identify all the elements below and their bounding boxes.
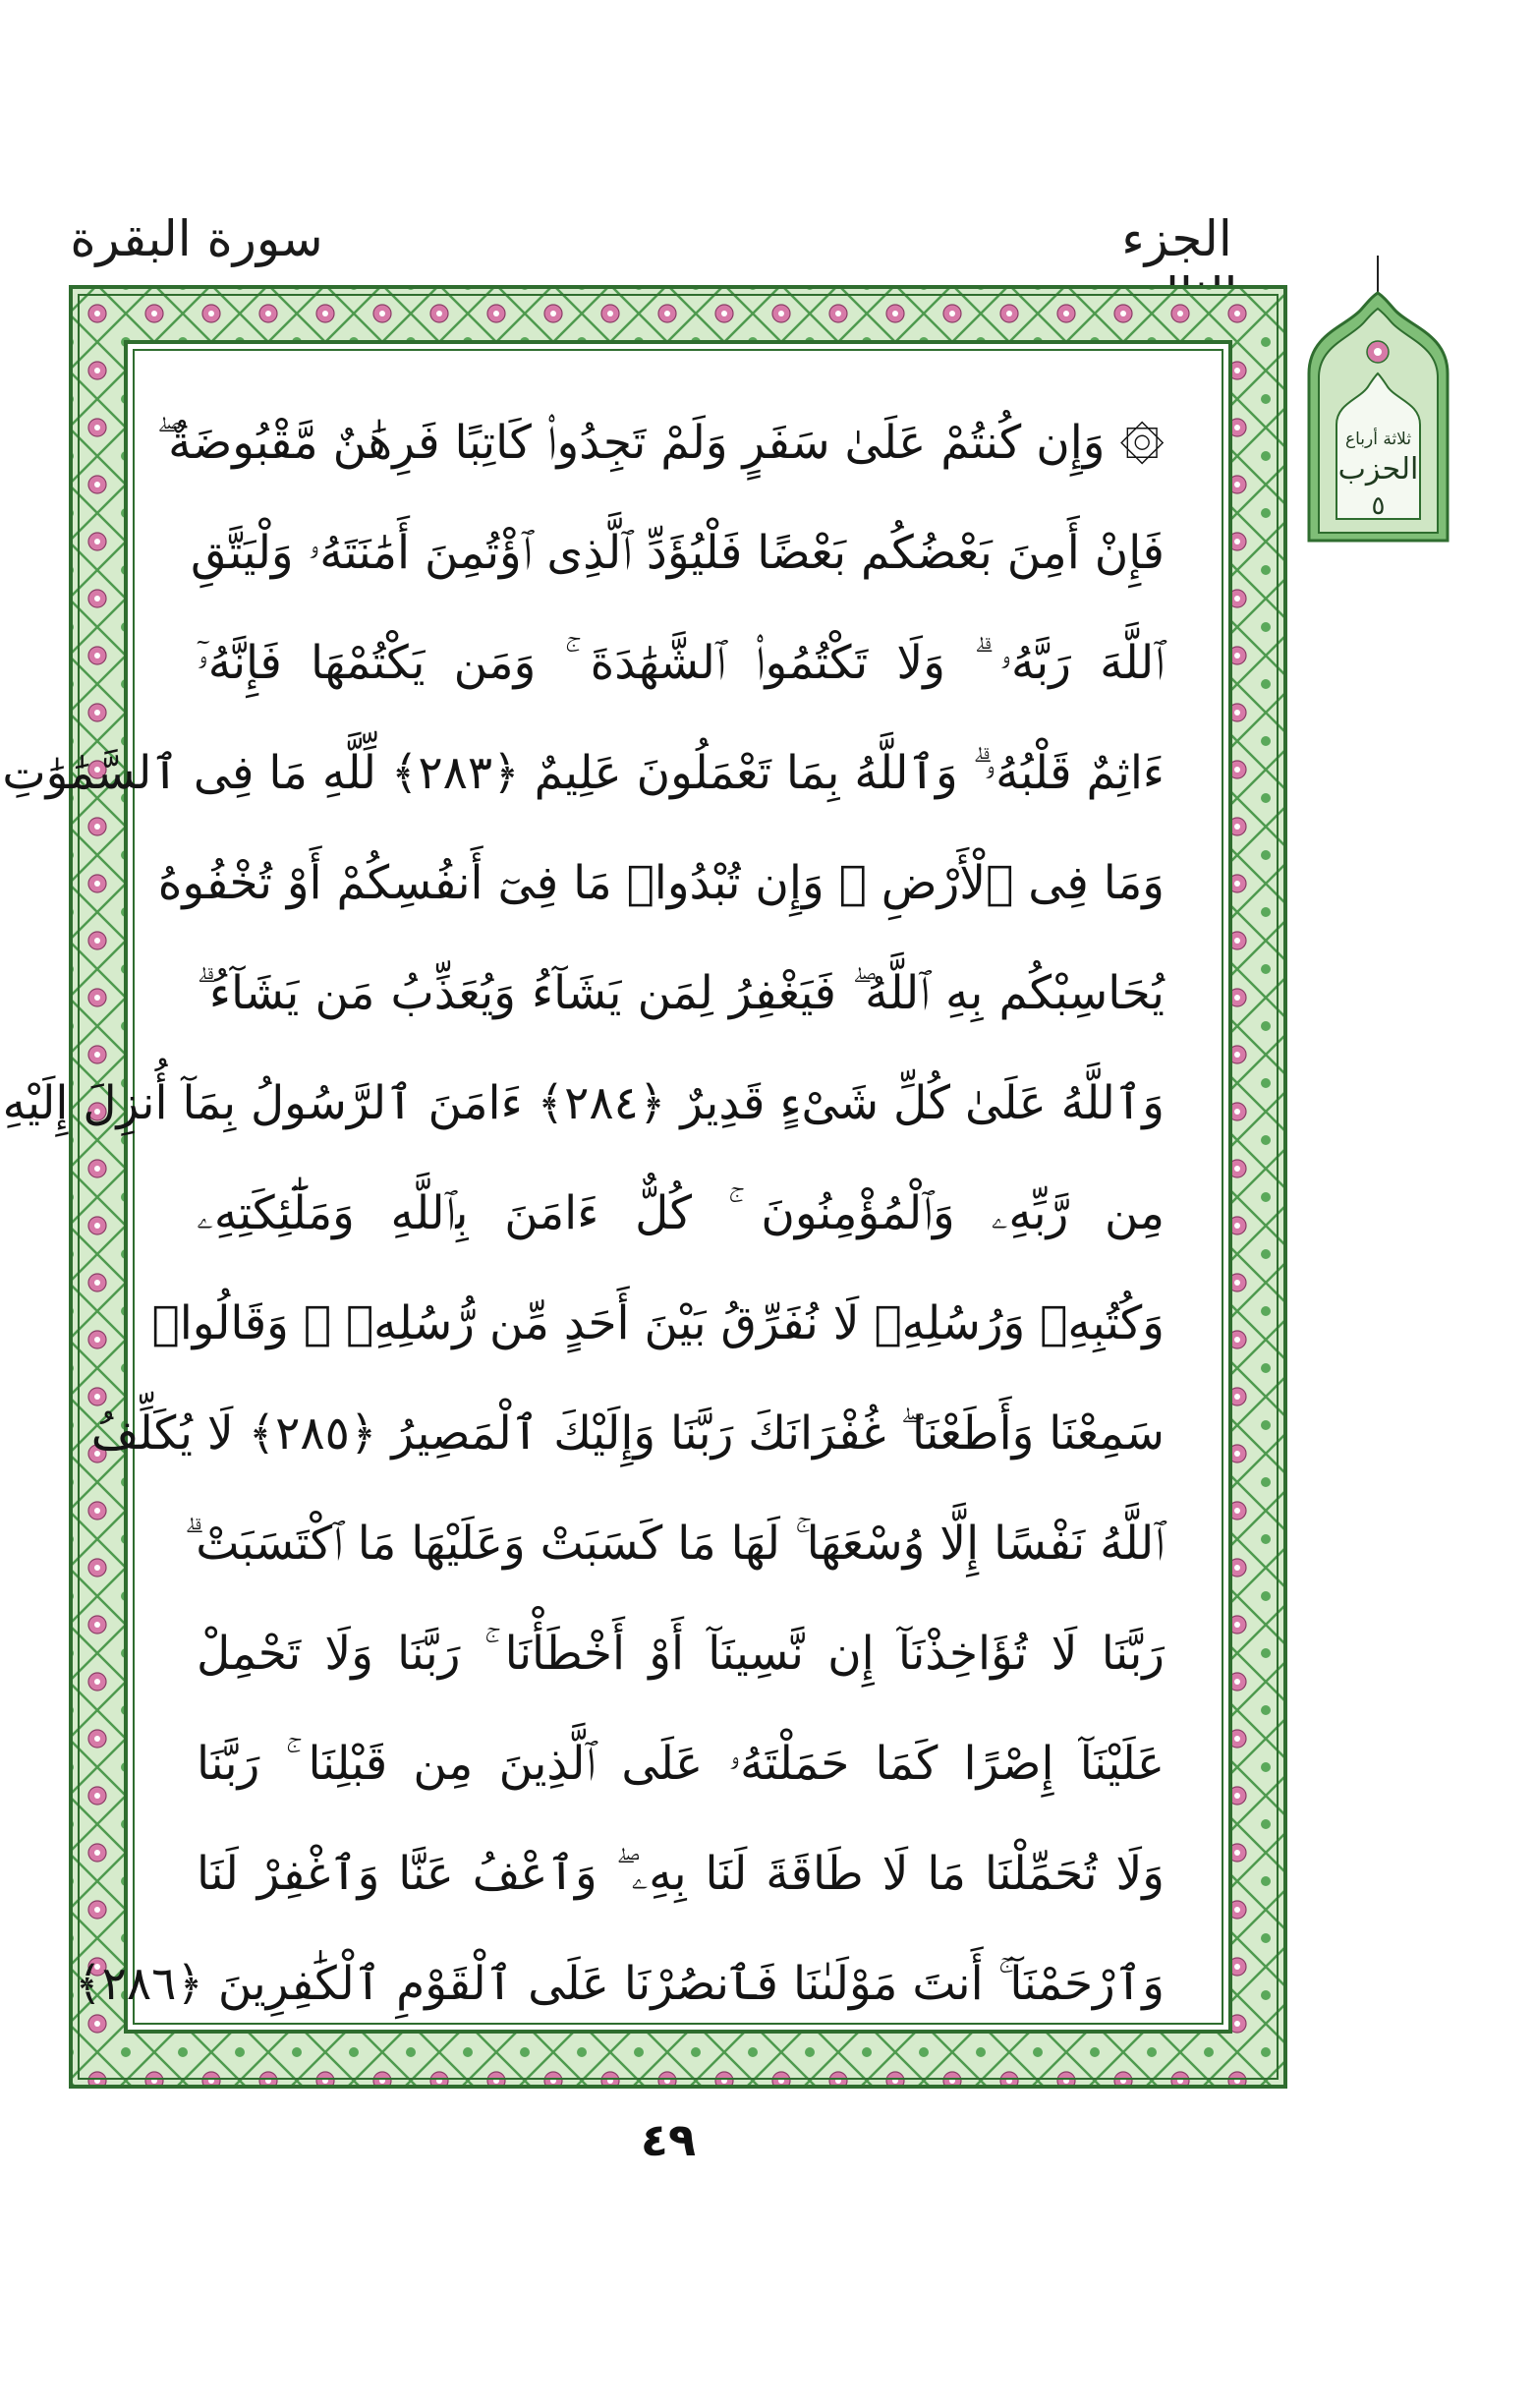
quran-text-block — [2, 388, 1165, 2039]
text-line: وَٱرْحَمْنَآ ۚ أَنتَ مَوْلَىٰنَا فَٱنصُرْنَا عَلَى ٱلْقَوْمِ ٱلْكَٰفِرِينَ ﴿٢٨٦﴾ — [75, 1957, 1165, 2011]
text-line: ٱللَّهُ نَفْسًا إِلَّا وُسْعَهَا ۚ لَهَا مَا كَسَبَتْ وَعَلَيْهَا مَا ٱكْتَسَبَتْ ۗ — [184, 1517, 1165, 1571]
text-line: عَلَيْنَآ إِصْرًا كَمَا حَمَلْتَهُۥ عَلَى ٱلَّذِينَ مِن قَبْلِنَا ۚ رَبَّنَا — [197, 1737, 1165, 1791]
text-line: ٱللَّهَ رَبَّهُۥ ۗ وَلَا تَكْتُمُوا۟ ٱلشَّهَٰدَةَ ۚ وَمَن يَكْتُمْهَا فَإِنَّهُۥٓ — [197, 636, 1165, 690]
text-line: سَمِعْنَا وَأَطَعْنَا ۖ غُفْرَانَكَ رَبَّنَا وَإِلَيْكَ ٱلْمَصِيرُ ﴿٢٨٥﴾ لَا يُكَلِّفُ — [90, 1406, 1165, 1461]
hizb-label: الحزب — [1337, 452, 1419, 487]
text-line: وَٱللَّهُ عَلَىٰ كُلِّ شَىْءٍ قَدِيرٌ ﴿٢٨٤﴾ ءَامَنَ ٱلرَّسُولُ بِمَآ أُنزِلَ إِلَيْهِ — [2, 1076, 1165, 1130]
text-line: وَمَا فِى ٱلْأَرْضِ ۗ وَإِن تُبْدُوا۟ مَا فِىٓ أَنفُسِكُمْ أَوْ تُخْفُوهُ — [157, 856, 1165, 910]
juz-title: الجزء — [1121, 210, 1232, 267]
text-line: مِن رَّبِّهِۦ وَٱلْمُؤْمِنُونَ ۚ كُلٌّ ءَامَنَ بِٱللَّهِ وَمَلَٰٓئِكَتِهِۦ — [197, 1186, 1165, 1240]
hizb-number: ٥ — [1371, 491, 1386, 521]
hizb-quarter-label: ثلاثة أرباع — [1344, 430, 1412, 449]
page-number: ٤٩ — [640, 2113, 697, 2166]
text-line: وَكُتُبِهِۦ وَرُسُلِهِۦ لَا نُفَرِّقُ بَيْنَ أَحَدٍ مِّن رُّسُلِهِۦ ۚ وَقَالُوا۟ — [151, 1296, 1165, 1350]
text-line: رَبَّنَا لَا تُؤَاخِذْنَآ إِن نَّسِينَآ أَوْ أَخْطَأْنَا ۚ رَبَّنَا وَلَا تَحْمِلْ — [197, 1627, 1165, 1681]
text-line: وَلَا تُحَمِّلْنَا مَا لَا طَاقَةَ لَنَا بِهِۦ ۖ وَٱعْفُ عَنَّا وَٱغْفِرْ لَنَا — [197, 1847, 1165, 1901]
text-line: ءَاثِمٌ قَلْبُهُۥ ۗ وَٱللَّهُ بِمَا تَعْمَلُونَ عَلِيمٌ ﴿٢٨٣﴾ لِّلَّهِ مَا فِى ٱلسَّمَٰوَٰتِ — [2, 746, 1165, 800]
text-line: ۞ وَإِن كُنتُمْ عَلَىٰ سَفَرٍ وَلَمْ تَجِدُوا۟ كَاتِبًا فَرِهَٰنٌ مَّقْبُوضَةٌ ۖ — [156, 416, 1165, 470]
text-line: يُحَاسِبْكُم بِهِ ٱللَّهُ ۖ فَيَغْفِرُ لِمَن يَشَآءُ وَيُعَذِّبُ مَن يَشَآءُ ۗ — [197, 966, 1165, 1020]
text-line: فَإِنْ أَمِنَ بَعْضُكُم بَعْضًا فَلْيُؤَدِّ ٱلَّذِى ٱؤْتُمِنَ أَمَٰنَتَهُۥ وَلْيَتَّقِ — [191, 526, 1165, 580]
surah-title: سورة البقرة — [70, 210, 323, 267]
